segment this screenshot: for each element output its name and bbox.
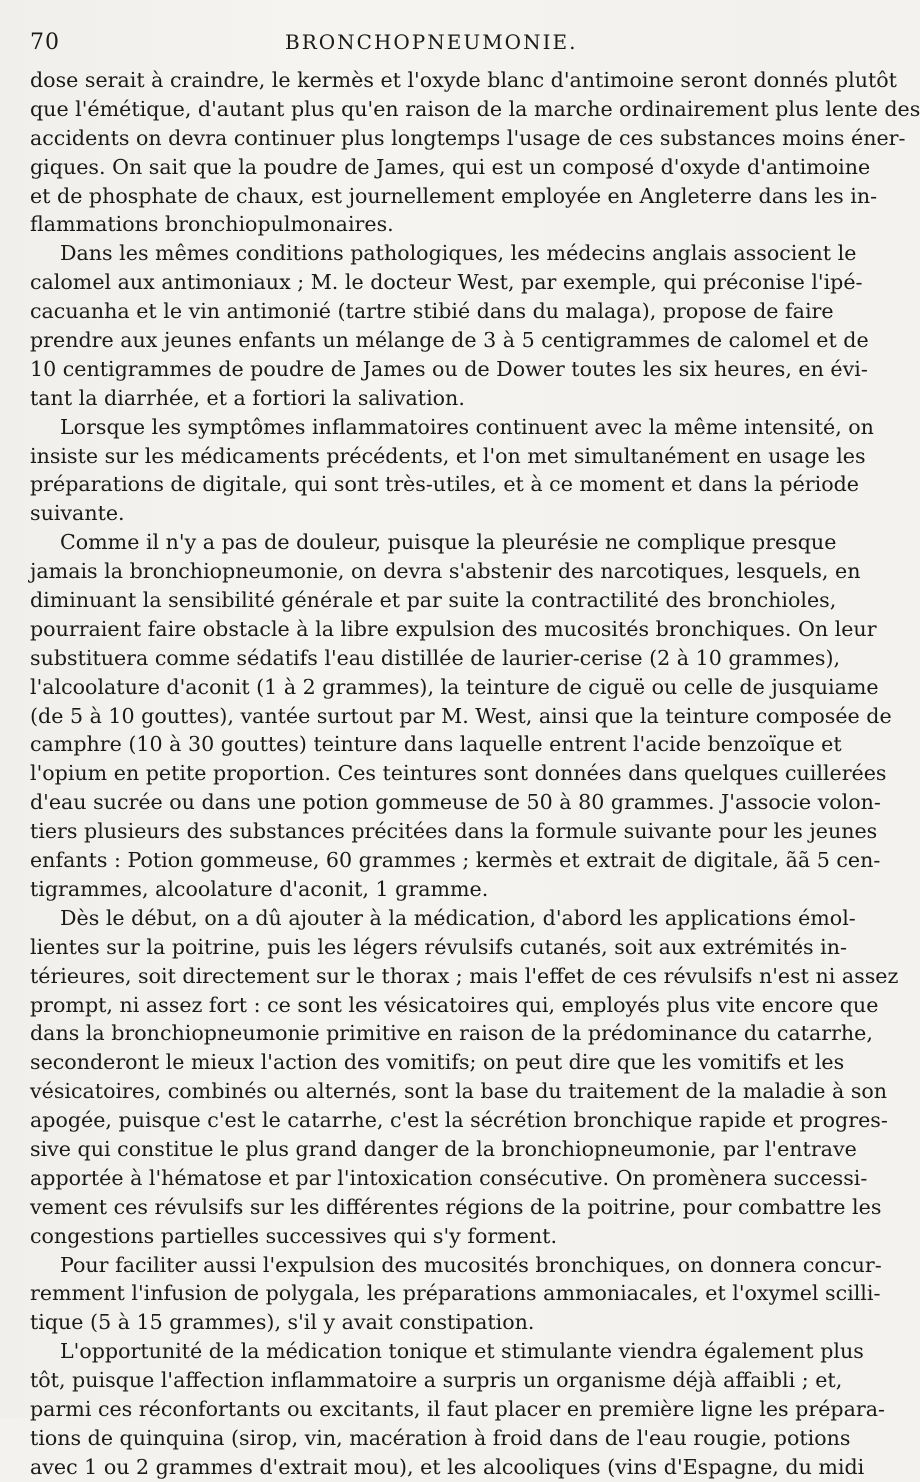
text-line: tant la diarrhée, et a fortiori la salivation. xyxy=(30,385,465,410)
text-line: tiers plusieurs des substances précitées dans la formule suivante pour les jeunes xyxy=(30,819,878,844)
text-line: vésicatoires, combinés ou alternés, sont la base du traitement de la maladie à son xyxy=(30,1079,888,1104)
text-line: accidents on devra continuer plus longtemps l'usage de ces substances moins éner- xyxy=(30,125,906,150)
text-line: tique (5 à 15 grammes), s'il y avait constipation. xyxy=(30,1310,535,1335)
text-line: Lorsque les symptômes inflammatoires continuent avec la même intensité, on xyxy=(60,414,874,439)
text-line: calomel aux antimoniaux ; M. le docteur West, par exemple, qui préconise l'ipé- xyxy=(30,270,863,295)
text-line: Pour faciliter aussi l'expulsion des mucosités bronchiques, on donnera concur- xyxy=(60,1252,882,1277)
text-line: que l'émétique, d'autant plus qu'en raison de la marche ordinairement plus lente des xyxy=(30,96,920,121)
text-line: dans la bronchiopneumonie primitive en raison de la prédominance du catarrhe, xyxy=(30,1021,873,1046)
text-line: parmi ces réconfortants ou excitants, il faut placer en première ligne les prépara- xyxy=(30,1396,885,1421)
text-line: tigrammes, alcoolature d'aconit, 1 gramme. xyxy=(30,876,489,901)
text-line: L'opportunité de la médication tonique et stimulante viendra également plus xyxy=(60,1339,864,1364)
text-line: diminuant la sensibilité générale et par suite la contractilité des bronchioles, xyxy=(30,588,837,613)
text-line: seconderont le mieux l'action des vomitifs; on peut dire que les vomitifs et les xyxy=(30,1050,845,1075)
text-line: et de phosphate de chaux, est journellement employée en Angleterre dans les in- xyxy=(30,183,878,208)
text-line: vement ces révulsifs sur les différentes régions de la poitrine, pour combattre les xyxy=(30,1194,882,1219)
text-line: congestions partielles successives qui s'y forment. xyxy=(30,1223,558,1248)
text-line: jamais la bronchiopneumonie, on devra s'abstenir des narcotiques, lesquels, en xyxy=(30,559,861,584)
text-line: lientes sur la poitrine, puis les légers révulsifs cutanés, soit aux extrémités in- xyxy=(30,934,847,959)
text-line: giques. On sait que la poudre de James, qui est un composé d'oxyde d'antimoine xyxy=(30,154,871,179)
text-line: apogée, puisque c'est le catarrhe, c'est la sécrétion bronchique rapide et progres- xyxy=(30,1108,888,1133)
text-line: Dès le début, on a dû ajouter à la médication, d'abord les applications émol- xyxy=(60,905,856,930)
text-line: d'eau sucrée ou dans une potion gommeuse de 50 à 80 grammes. J'associe volon- xyxy=(30,790,881,815)
text-line: tôt, puisque l'affection inflammatoire a surpris un organisme déjà affaibli ; et, xyxy=(30,1368,843,1393)
text-line: insiste sur les médicaments précédents, et l'on met simultanément en usage les xyxy=(30,443,866,468)
text-line: substituera comme sédatifs l'eau distillée de laurier-cerise (2 à 10 grammes), xyxy=(30,645,841,670)
text-line: cacuanha et le vin antimonié (tartre stibié dans du malaga), propose de faire xyxy=(30,299,834,324)
text-line: l'opium en petite proportion. Ces teintures sont données dans quelques cuillerées xyxy=(30,761,887,786)
page-header xyxy=(30,26,786,62)
text-line: flammations bronchiopulmonaires. xyxy=(30,212,394,237)
text-line: prompt, ni assez fort : ce sont les vésicatoires qui, employés plus vite encore que xyxy=(30,992,879,1017)
text-line: sive qui constitue le plus grand danger de la bronchiopneumonie, par l'entrave xyxy=(30,1136,857,1161)
text-line: préparations de digitale, qui sont très-utiles, et à ce moment et dans la période xyxy=(30,472,859,497)
text-line: avec 1 ou 2 grammes d'extrait mou), et les alcooliques (vins d'Espagne, du midi xyxy=(30,1454,865,1479)
text-line: prendre aux jeunes enfants un mélange de 3 à 5 centigrammes de calomel et de xyxy=(30,328,869,353)
text-line: (de 5 à 10 gouttes), vantée surtout par M. West, ainsi que la teinture composée de xyxy=(30,703,892,728)
body-text xyxy=(30,66,920,1482)
text-line: enfants : Potion gommeuse, 60 grammes ; kermès et extrait de digitale, ãã 5 cen- xyxy=(30,848,881,873)
text-line: térieures, soit directement sur le thorax ; mais l'effet de ces révulsifs n'est ni assez xyxy=(30,963,899,988)
text-line: Comme il n'y a pas de douleur, puisque la pleurésie ne complique presque xyxy=(60,530,837,555)
page-number: 70 xyxy=(30,30,60,55)
text-line: remment l'infusion de polygala, les préparations ammoniacales, et l'oxymel scilli- xyxy=(30,1281,881,1306)
text-line: l'alcoolature d'aconit (1 à 2 grammes), la teinture de ciguë ou celle de jusquiame xyxy=(30,674,879,699)
text-line: pourraient faire obstacle à la libre expulsion des mucosités bronchiques. On leur xyxy=(30,616,877,641)
text-line: suivante. xyxy=(30,501,125,526)
text-line: camphre (10 à 30 gouttes) teinture dans laquelle entrent l'acide benzoïque et xyxy=(30,732,842,757)
text-line: 10 centigrammes de poudre de James ou de Dower toutes les six heures, en évi- xyxy=(30,356,868,381)
text-line: apportée à l'hématose et par l'intoxication consécutive. On promènera successi- xyxy=(30,1165,868,1190)
running-head: BRONCHOPNEUMONIE. xyxy=(285,30,578,54)
text-line: tions de quinquina (sirop, vin, macération à froid dans de l'eau rougie, potions xyxy=(30,1425,851,1450)
text-line: Dans les mêmes conditions pathologiques, les médecins anglais associent le xyxy=(60,241,857,266)
text-line: dose serait à craindre, le kermès et l'oxyde blanc d'antimoine seront donnés plutôt xyxy=(30,68,897,92)
